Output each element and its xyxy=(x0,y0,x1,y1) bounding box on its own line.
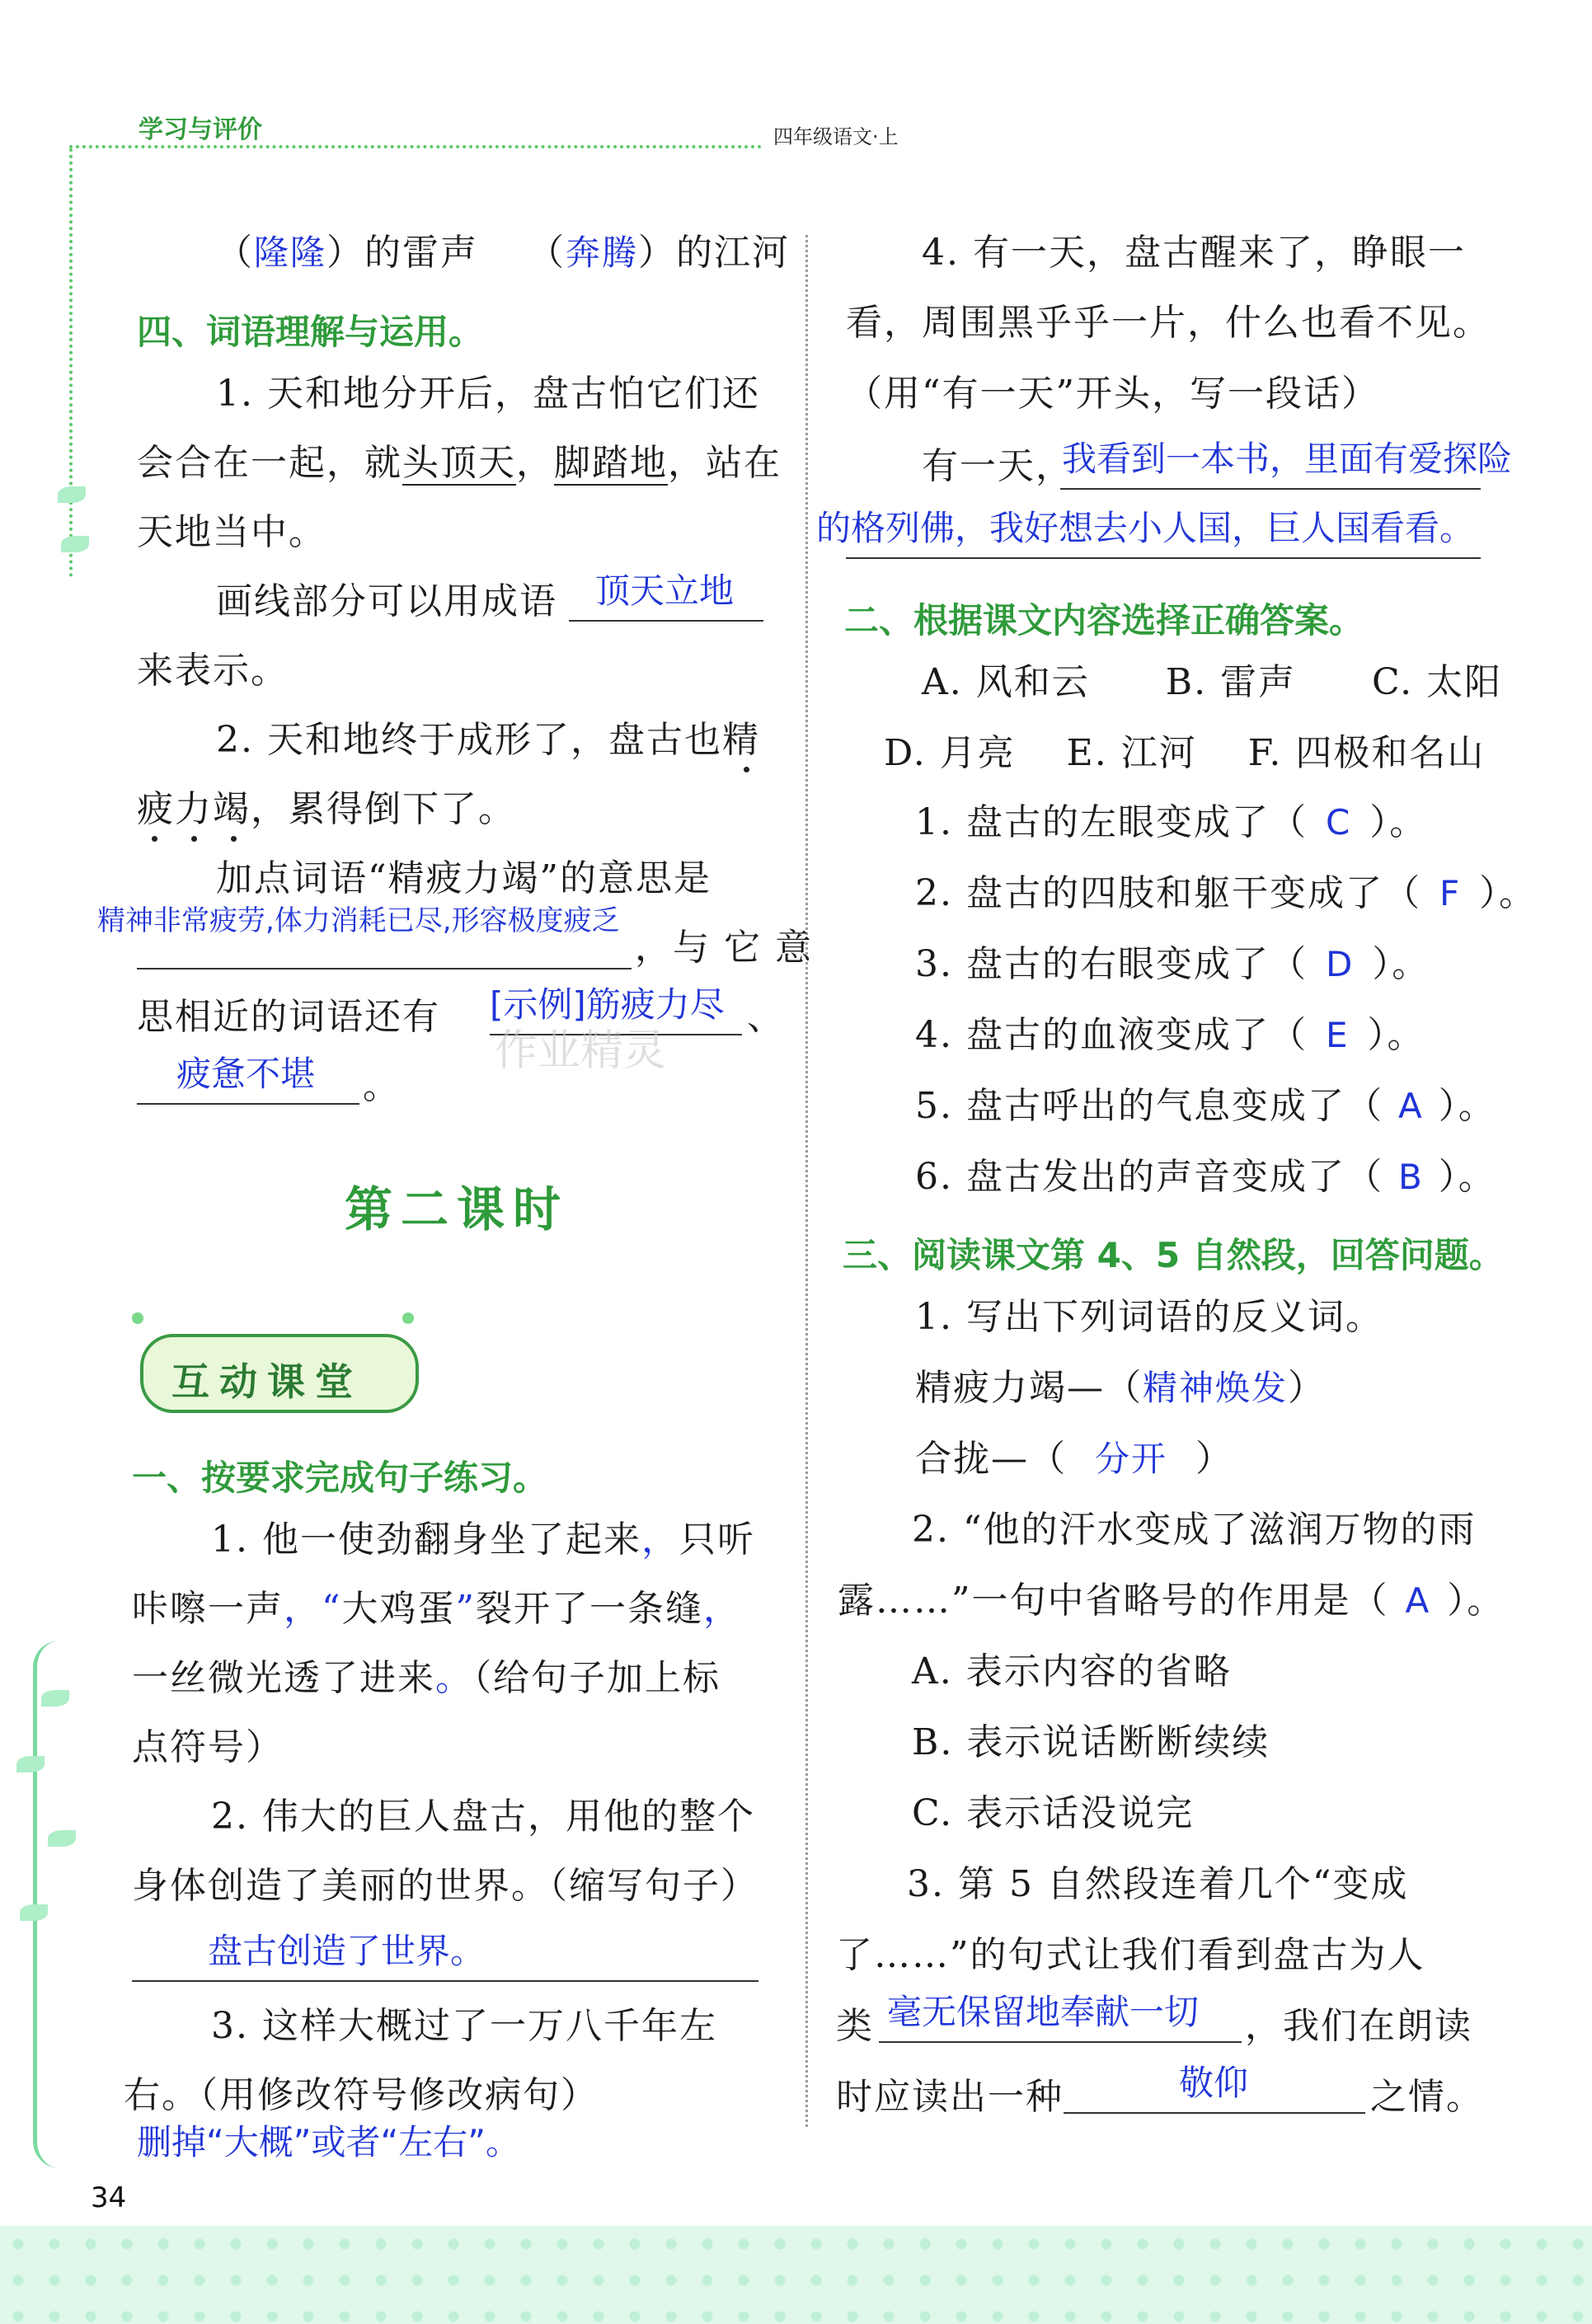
q2-line2: 疲力竭，累得倒下了。 xyxy=(137,788,516,830)
r2-option-b: B. 表示说话断断续续 xyxy=(912,1721,1270,1763)
choice-answer: A xyxy=(1397,1086,1424,1126)
r3-line2: 了……”的句式让我们看到盘古为人 xyxy=(836,1934,1425,1976)
q2-line4: ，与 它 意 xyxy=(635,927,813,969)
added-punctuation: ，“ xyxy=(284,1588,342,1630)
leaf-icon xyxy=(41,1690,69,1707)
book-series-title: 学习与评价 xyxy=(139,115,262,144)
q4-line1: 4. 有一天，盘古醒来了，睁眼一 xyxy=(922,232,1466,274)
q4-line2: 看，周围黑乎乎一片，什么也看不见。 xyxy=(846,302,1491,344)
r3-line3b: ，我们在朗读 xyxy=(1245,2005,1472,2047)
options-line2: D. 月亮 E. 江河 F. 四极和名山 xyxy=(884,732,1486,774)
answer-antonym-2: 分开 xyxy=(1095,1439,1168,1479)
r2-option-c: C. 表示话没说完 xyxy=(912,1792,1195,1834)
leaf-icon xyxy=(16,1756,45,1772)
answer-blank xyxy=(137,968,632,970)
r3-line1: 3. 第 5 自然段连着几个“变成 xyxy=(907,1863,1409,1905)
answer-benteng: 奔腾 xyxy=(566,232,639,273)
page-number: 34 xyxy=(91,2181,127,2214)
answer-shortened-sentence: 盘古创造了世界。 xyxy=(208,1931,486,1971)
answer-blank xyxy=(846,557,1481,559)
column-divider xyxy=(805,235,808,2127)
leaf-icon xyxy=(61,536,89,552)
footer-decoration xyxy=(0,2226,1592,2324)
section-1-heading: 一、按要求完成句子练习。 xyxy=(132,1458,548,1498)
antonym-2: 合拢—（ 分开 ） xyxy=(915,1438,1234,1480)
choice-item-4: 4. 盘古的血液变成了（ E ）。 xyxy=(915,1014,1425,1056)
interactive-class-badge xyxy=(140,1334,419,1413)
answer-correction: 删掉“大概”或者“左右”。 xyxy=(137,2122,521,2162)
q2-line1: 2. 天和地终于成形了，盘古也精 xyxy=(216,719,760,761)
answer-paragraph-line1: 我看到一本书，里面有爱探险 xyxy=(1062,439,1513,479)
answer-blank xyxy=(1060,488,1481,490)
r2-line2: 露……”一句中省略号的作用是（ A ）。 xyxy=(838,1580,1505,1622)
q2-period: 。 xyxy=(363,1065,401,1107)
q2-line5: 思相近的词语还有 xyxy=(137,996,440,1038)
choice-answer: C xyxy=(1325,802,1352,843)
leaf-icon xyxy=(58,486,86,503)
choice-answer: F xyxy=(1439,873,1462,913)
watermark: 作业精灵 xyxy=(495,1026,667,1076)
r3-line3a: 类 xyxy=(836,2005,874,2047)
left-dotted-border xyxy=(69,148,73,577)
answer-meaning: 精神非常疲劳,体力消耗已尽,形容极度疲乏 xyxy=(97,904,620,937)
answer-antonym-1: 精神焕发 xyxy=(1143,1368,1289,1408)
s1-line4: 点符号） xyxy=(132,1726,284,1768)
choice-answer: B xyxy=(1397,1157,1424,1197)
heart-icon xyxy=(132,1312,143,1324)
emphasis-dot xyxy=(152,836,157,842)
antonym-1: 精疲力竭—（精神焕发） xyxy=(915,1367,1327,1409)
r1-line1: 1. 写出下列词语的反义词。 xyxy=(915,1296,1383,1338)
underlined-phrase: 头顶天 xyxy=(402,442,516,484)
answer-devotion: 毫无保留地奉献一切 xyxy=(887,1992,1200,2032)
r2-line1: 2. “他的汗水变成了滋润万物的雨 xyxy=(912,1509,1477,1551)
choice-item-1: 1. 盘古的左眼变成了（ C ）。 xyxy=(915,801,1428,843)
answer-blank xyxy=(137,1103,359,1105)
answer-ellipsis-function: A xyxy=(1405,1580,1431,1621)
q1-line1: 1. 天和地分开后，盘古怕它们还 xyxy=(216,373,760,415)
r2-option-a: A. 表示内容的省略 xyxy=(912,1650,1232,1693)
q1-line4: 画线部分可以用成语 xyxy=(216,580,557,622)
q1-line3: 天地当中。 xyxy=(137,511,326,553)
grade-subject-label: 四年级语文·上 xyxy=(773,125,899,148)
options-line1: A. 风和云 B. 雷声 C. 太阳 xyxy=(922,661,1503,703)
s1-line3: 一丝微光透了进来。（给句子加上标 xyxy=(132,1657,721,1699)
s3-line1: 3. 这样大概过了一万八千年左 xyxy=(211,2005,717,2047)
leaf-icon xyxy=(20,1904,48,1921)
answer-admiration: 敬仰 xyxy=(1179,2063,1249,2103)
q2-line3: 加点词语“精疲力竭”的意思是 xyxy=(216,857,711,899)
choice-item-5: 5. 盘古呼出的气息变成了（ A ）。 xyxy=(915,1085,1496,1127)
r3-line4b: 之情。 xyxy=(1370,2076,1484,2118)
added-punctuation: 。 xyxy=(435,1657,473,1699)
section-3-heading: 三、阅读课文第 4、5 自然段，回答问题。 xyxy=(843,1235,1504,1275)
emphasis-dot xyxy=(191,836,197,842)
emphasis-dot xyxy=(744,767,749,772)
s2-line2: 身体创造了美丽的世界。（缩写句子） xyxy=(132,1865,758,1907)
choice-item-3: 3. 盘古的右眼变成了（ D ）。 xyxy=(915,943,1430,985)
choice-item-6: 6. 盘古发出的声音变成了（ B ）。 xyxy=(915,1156,1496,1198)
row1-part2: （奔腾）的江河 xyxy=(528,232,791,274)
q4-line4: 有一天， xyxy=(922,445,1073,487)
underlined-phrase: 脚踏地 xyxy=(554,442,668,484)
q1-line5: 来表示。 xyxy=(137,650,289,692)
answer-blank xyxy=(132,1980,758,1982)
answer-dingtianlidi: 顶天立地 xyxy=(595,570,735,611)
q4-line3: （用“有一天”开头，写一段话） xyxy=(846,373,1379,415)
answer-blank xyxy=(1064,2112,1365,2114)
added-punctuation: ， xyxy=(641,1519,679,1561)
choice-answer: E xyxy=(1325,1015,1350,1055)
row1-part1: （隆隆）的雷声 xyxy=(216,232,479,274)
s3-line2: 右。（用修改符号修改病句） xyxy=(124,2074,599,2116)
choice-item-2: 2. 盘古的四肢和躯干变成了（ F ）。 xyxy=(915,872,1538,914)
heart-icon xyxy=(402,1312,414,1324)
section-4-heading: 四、词语理解与运用。 xyxy=(137,312,484,352)
answer-synonym-1: [示例]筋疲力尽 xyxy=(490,984,725,1025)
answer-longlong: 隆隆 xyxy=(254,232,327,273)
q2-comma: 、 xyxy=(747,996,785,1038)
added-punctuation: ， xyxy=(703,1588,741,1630)
answer-paragraph-line2: 的格列佛，我好想去小人国，巨人国看看。 xyxy=(816,508,1475,548)
q1-line2: 会合在一起，就头顶天，脚踏地，站在 xyxy=(137,442,782,484)
section-2-heading: 二、根据课文内容选择正确答案。 xyxy=(844,600,1364,641)
answer-blank xyxy=(879,2041,1242,2043)
badge-label: 互动课堂 xyxy=(171,1359,363,1404)
s2-line1: 2. 伟大的巨人盘古，用他的整个 xyxy=(211,1796,755,1838)
s1-line1: 1. 他一使劲翻身坐了起来，只听 xyxy=(211,1519,755,1561)
emphasis-dot xyxy=(231,836,237,842)
answer-synonym-2: 疲惫不堪 xyxy=(176,1054,316,1094)
added-punctuation: ” xyxy=(455,1588,476,1630)
answer-blank xyxy=(569,620,763,622)
s1-line2: 咔嚓一声，“大鸡蛋”裂开了一条缝， xyxy=(132,1588,741,1630)
r3-line4a: 时应读出一种 xyxy=(836,2076,1064,2118)
choice-answer: D xyxy=(1325,944,1355,984)
lesson-title: 第二课时 xyxy=(345,1181,570,1237)
header-dotted-rule xyxy=(69,145,762,148)
leaf-icon xyxy=(48,1830,76,1847)
